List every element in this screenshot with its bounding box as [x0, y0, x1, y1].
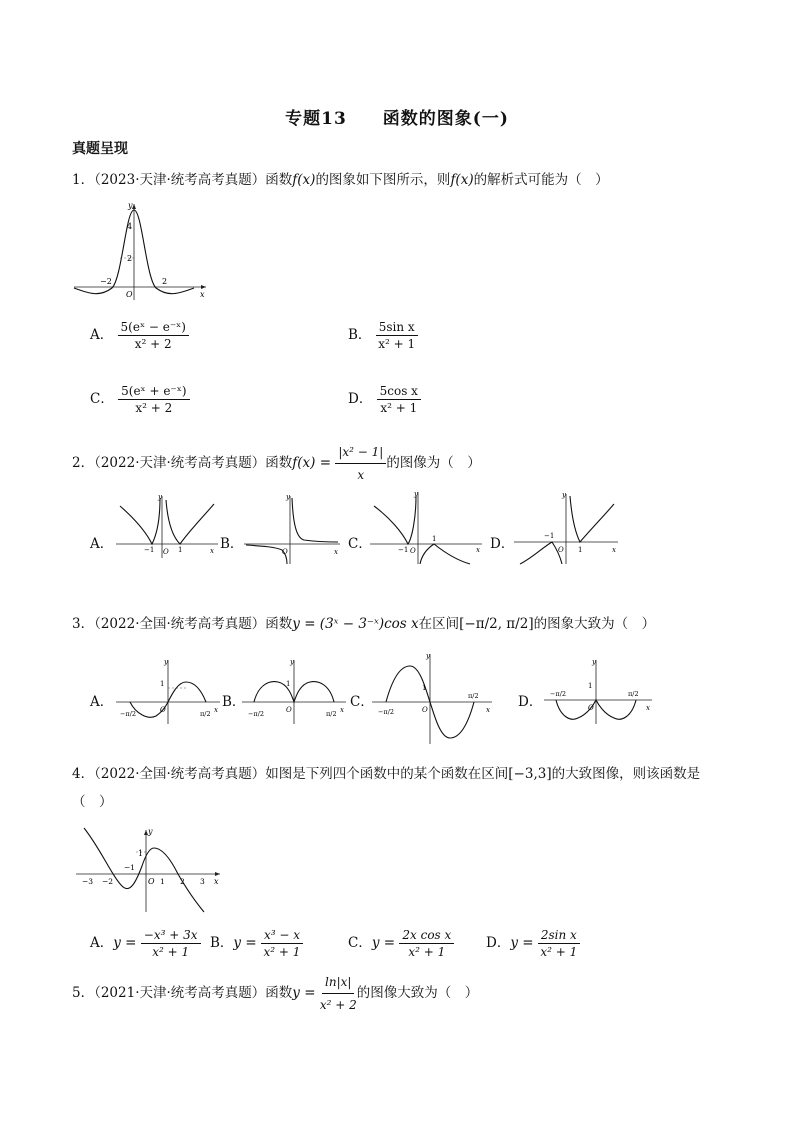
- svg-text:x: x: [214, 877, 219, 886]
- svg-text:π/2: π/2: [468, 692, 479, 700]
- q2-option-a-letter[interactable]: A．: [90, 536, 114, 552]
- question-1-stem: 1．（2023·天津·统考高考真题）函数f(x)的图象如下图所示，则f(x)的解析式可能为（ ）: [72, 172, 609, 188]
- svg-text:y: y: [426, 652, 430, 660]
- q4-option-d[interactable]: D．y = $\frac{\text{2sin x}}{\text{x² + 1}}$: [486, 928, 580, 959]
- svg-text:y: y: [290, 658, 294, 666]
- q3-graph-c[interactable]: [368, 650, 496, 746]
- svg-text:1: 1: [160, 877, 165, 886]
- curve-left: [120, 498, 160, 544]
- svg-text:−π/2: −π/2: [120, 710, 137, 718]
- page-title: 专题13 函数的图象(一): [285, 109, 509, 129]
- tick-label-2: 2: [127, 254, 133, 263]
- svg-text:x: x: [486, 706, 490, 714]
- question-4-stem-line1: 4．（2022·全国·统考高考真题）如图是下列四个函数中的某个函数在区间[−3,3]的大致图像，则该函数是: [72, 766, 701, 782]
- question-5-stem: 5．（2021·天津·统考高考真题）函数y = $\frac{\ln|x|}{\text{x² + 2}}$ 的图像大致为（ ）: [72, 972, 478, 1015]
- q2-graph-c[interactable]: [366, 488, 486, 566]
- svg-text:y: y: [164, 658, 168, 666]
- y-label: y: [128, 201, 133, 210]
- q3-option-b-letter[interactable]: B．: [222, 694, 246, 710]
- q3-option-a-letter[interactable]: A．: [90, 694, 114, 710]
- svg-text:O: O: [160, 706, 166, 714]
- svg-text:y: y: [286, 493, 290, 501]
- q1-option-c[interactable]: C． $\frac{\text{5(eˣ + e⁻ˣ)}}{\text{x² + 2}}$: [90, 384, 190, 415]
- svg-text:−1: −1: [144, 546, 155, 554]
- q3-graph-a[interactable]: [112, 656, 224, 726]
- function-curve: [84, 828, 204, 912]
- question-1-graph: [70, 200, 210, 304]
- svg-text:1: 1: [138, 849, 144, 858]
- q2-graph-b[interactable]: [240, 492, 344, 566]
- tick-label-pos2: 2: [162, 277, 168, 286]
- svg-text:O: O: [558, 546, 564, 554]
- svg-text:x: x: [612, 546, 616, 554]
- svg-text:1: 1: [422, 684, 427, 692]
- tick-label-4: 4: [127, 222, 133, 231]
- q3-option-d-letter[interactable]: D．: [518, 694, 543, 710]
- q3-option-c-letter[interactable]: C．: [350, 694, 374, 710]
- origin-label: O: [126, 290, 133, 299]
- svg-text:O: O: [422, 706, 428, 714]
- svg-text:−2: −2: [102, 877, 114, 886]
- svg-text:−1: −1: [124, 863, 136, 872]
- q3-graph-b[interactable]: [238, 656, 350, 726]
- svg-text:x: x: [334, 548, 338, 556]
- tick-label-neg2: −2: [100, 277, 112, 286]
- x-axis-arrow: [201, 285, 206, 289]
- svg-text:y: y: [158, 493, 162, 501]
- svg-text:1: 1: [578, 546, 583, 554]
- svg-text:y: y: [414, 490, 418, 498]
- svg-text:O: O: [588, 704, 594, 712]
- question-4-stem-line2: （ ）: [72, 794, 113, 810]
- svg-text:−1: −1: [544, 532, 555, 540]
- svg-text:−3: −3: [82, 877, 94, 886]
- section-heading: 真题呈现: [72, 141, 128, 157]
- q4-option-b[interactable]: B．y = $\frac{\text{x³ − x}}{\text{x² + 1}}$: [210, 928, 303, 959]
- svg-text:−π/2: −π/2: [378, 708, 395, 716]
- svg-text:π/2: π/2: [200, 710, 211, 718]
- x-label: x: [200, 290, 205, 299]
- svg-text:O: O: [286, 706, 292, 714]
- q1-option-b[interactable]: B． $\frac{\text{5sin x}}{\text{x² + 1}}$: [348, 320, 418, 351]
- question-3-stem: 3．（2022·全国·统考高考真题）函数y = (3ˣ − 3⁻ˣ)cos x在区间[−π/2, π/2]的图象大致为（ ）: [72, 616, 656, 632]
- svg-text:π/2: π/2: [326, 710, 337, 718]
- q2-option-d-letter[interactable]: D．: [490, 536, 515, 552]
- svg-text:x: x: [476, 546, 480, 554]
- svg-text:x: x: [210, 547, 214, 555]
- q2-graph-a[interactable]: [112, 492, 222, 560]
- svg-text:2: 2: [180, 877, 185, 886]
- question-2-stem: 2．（2022·天津·统考高考真题）函数f(x) = $\frac{\text{|x² − 1|}}{x}$ 的图像为（ ）: [72, 442, 481, 485]
- svg-text:y: y: [562, 491, 566, 499]
- svg-text:O: O: [148, 877, 155, 886]
- svg-text:y: y: [148, 827, 153, 836]
- svg-text:O: O: [163, 548, 169, 556]
- svg-text:O: O: [282, 548, 288, 556]
- q3-graph-d[interactable]: [540, 656, 656, 726]
- curve-right: [166, 500, 214, 544]
- svg-text:1: 1: [178, 546, 183, 554]
- q2-option-b-letter[interactable]: B．: [220, 536, 244, 552]
- svg-text:1: 1: [588, 682, 593, 690]
- q1-option-a[interactable]: A． $\frac{\text{5(eˣ − e⁻ˣ)}}{\text{x² + 2}}$: [90, 320, 189, 351]
- y-axis-arrow: [132, 204, 136, 209]
- q2-graph-d[interactable]: [510, 490, 622, 566]
- svg-text:1: 1: [286, 680, 291, 688]
- q4-option-a[interactable]: A．y = $\frac{\text{−x³ + 3x}}{\text{x² + 1}}$: [90, 928, 201, 959]
- svg-text:−π/2: −π/2: [550, 690, 567, 698]
- question-4-graph: [72, 826, 224, 916]
- q1-option-d[interactable]: D． $\frac{\text{5cos x}}{\text{x² + 1}}$: [348, 384, 421, 415]
- svg-text:x: x: [340, 706, 344, 714]
- svg-text:x: x: [646, 704, 650, 712]
- svg-text:π/2: π/2: [628, 690, 639, 698]
- svg-text:1: 1: [160, 680, 165, 688]
- q4-option-c[interactable]: C．y = $\frac{\text{2x cos x}}{\text{x² + 1}}$: [348, 928, 454, 959]
- svg-text:1: 1: [432, 535, 437, 543]
- svg-text:x: x: [214, 706, 218, 714]
- svg-text:−1: −1: [398, 546, 409, 554]
- svg-text:y: y: [592, 658, 596, 666]
- svg-text:3: 3: [200, 877, 205, 886]
- svg-text:−π/2: −π/2: [248, 710, 265, 718]
- q2-option-c-letter[interactable]: C．: [348, 536, 372, 552]
- svg-text:O: O: [410, 547, 416, 555]
